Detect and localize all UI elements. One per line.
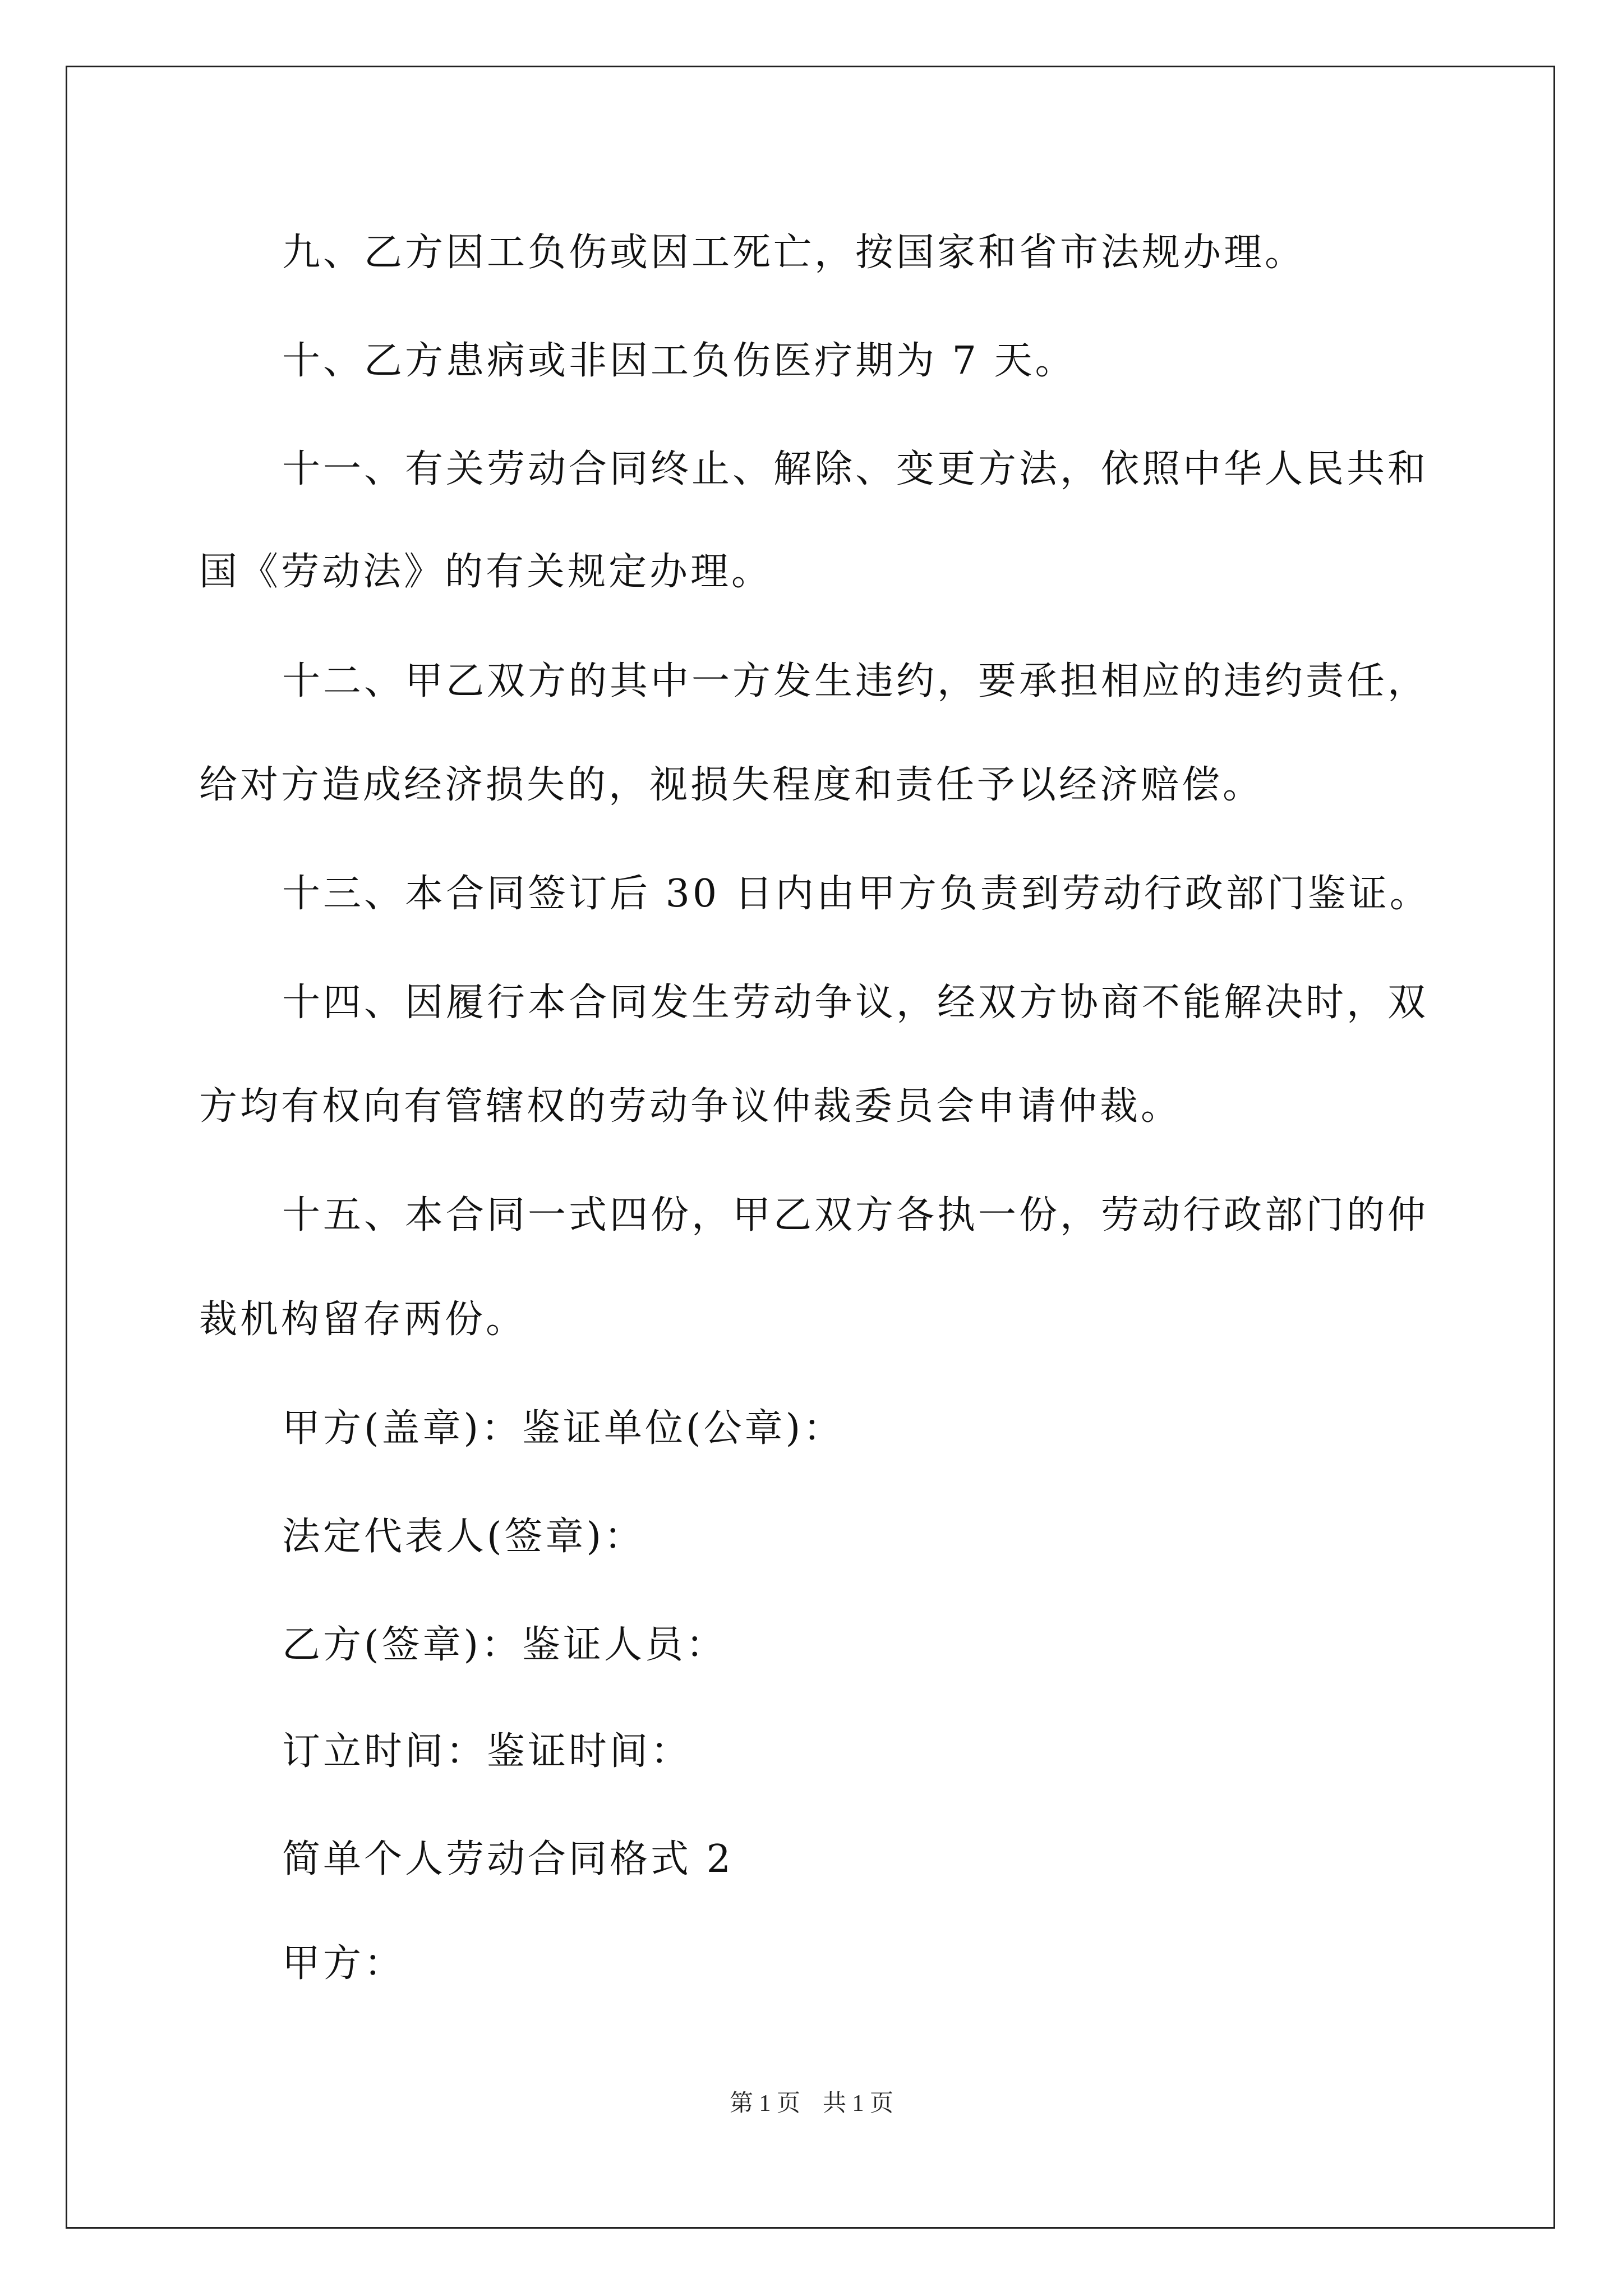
party-a-label: 甲方： [282,1941,405,1986]
page-number: 第 1 页 [729,2091,800,2116]
clause-14-line-2: 方均有权向有管辖权的劳动争议仲裁委员会申请仲裁。 [199,1084,1182,1129]
section-title: 简单个人劳动合同格式 2 [282,1837,734,1881]
clause-12-line-2: 给对方造成经济损失的，视损失程度和责任予以经济赔偿。 [199,763,1264,807]
clause-13: 十三、本合同签订后 30 日内由甲方负责到劳动行政部门鉴证。 [282,872,1431,916]
clause-12-line-1: 十二、甲乙双方的其中一方发生违约，要承担相应的违约责任， [282,659,1429,703]
clause-11-line-1: 十一、有关劳动合同终止、解除、变更方法，依照中华人民共和 [282,447,1429,491]
signature-dates: 订立时间：鉴证时间： [282,1729,692,1774]
clause-10: 十、乙方患病或非因工负伤医疗期为 7 天。 [282,339,1076,383]
clause-15-line-1: 十五、本合同一式四份，甲乙双方各执一份，劳动行政部门的仲 [282,1193,1429,1237]
clause-9: 九、乙方因工负伤或因工死亡，按国家和省市法规办理。 [282,231,1306,275]
clause-15-line-2: 裁机构留存两份。 [199,1297,527,1342]
signature-legal-representative: 法定代表人(签章)： [282,1515,645,1559]
document-body [199,0,1438,2132]
signature-party-a: 甲方(盖章)：鉴证单位(公章)： [282,1406,845,1451]
page-total: 共 1 页 [823,2091,894,2116]
clause-11-line-2: 国《劳动法》的有关规定办理。 [199,550,773,594]
signature-party-b: 乙方(签章)：鉴证人员： [282,1623,727,1667]
page-footer [0,2087,1623,2120]
clause-14-line-1: 十四、因履行本合同发生劳动争议，经双方协商不能解决时，双 [282,981,1429,1025]
